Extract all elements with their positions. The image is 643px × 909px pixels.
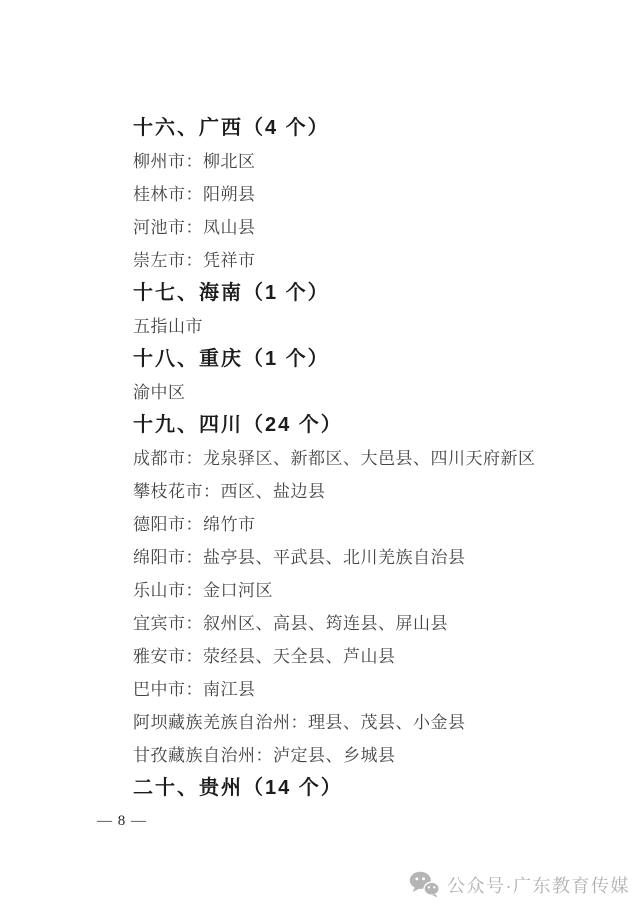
list-item: 攀枝花市：西区、盐边县 (133, 482, 326, 501)
section-heading-guizhou: 二十、贵州（14 个） (133, 777, 343, 799)
section-heading-chongqing: 十八、重庆（1 个） (133, 348, 330, 370)
list-item: 柳州市：柳北区 (133, 152, 256, 171)
list-item: 崇左市：凭祥市 (133, 251, 256, 270)
list-item: 桂林市：阳朔县 (133, 185, 256, 204)
section-heading-hainan: 十七、海南（1 个） (133, 282, 330, 304)
list-item: 绵阳市：盐亭县、平武县、北川羌族自治县 (133, 548, 466, 567)
list-item: 德阳市：绵竹市 (133, 515, 256, 534)
page-number: — 8 — (97, 813, 147, 829)
list-item: 巴中市：南江县 (133, 680, 256, 699)
list-item: 阿坝藏族羌族自治州：理县、茂县、小金县 (133, 713, 466, 732)
watermark-label: 公众号·广东教育传媒 (447, 875, 630, 896)
list-item: 甘孜藏族自治州：泸定县、乡城县 (133, 746, 396, 765)
wechat-icon (409, 871, 440, 898)
list-item: 河池市：凤山县 (133, 218, 256, 237)
list-item: 渝中区 (133, 383, 186, 402)
section-heading-sichuan: 十九、四川（24 个） (133, 414, 343, 436)
list-item: 成都市：龙泉驿区、新都区、大邑县、四川天府新区 (133, 449, 536, 468)
list-item: 宜宾市：叙州区、高县、筠连县、屏山县 (133, 614, 448, 633)
watermark (409, 871, 630, 898)
list-item: 乐山市：金口河区 (133, 581, 273, 600)
document-content (133, 112, 603, 805)
section-heading-guangxi: 十六、广西（4 个） (133, 117, 330, 139)
list-item: 雅安市：荥经县、天全县、芦山县 (133, 647, 396, 666)
list-item: 五指山市 (133, 317, 203, 336)
